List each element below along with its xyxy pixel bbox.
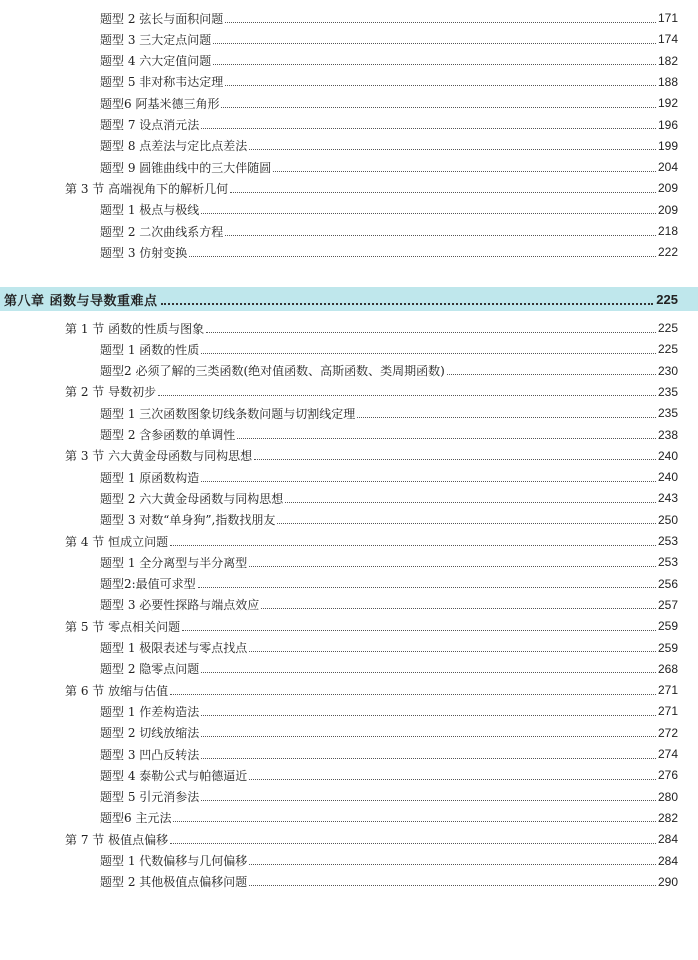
dot-leader [198, 587, 656, 588]
dot-leader [213, 43, 656, 44]
dot-leader [206, 332, 656, 333]
entry-page-number: 271 [657, 704, 678, 719]
entry-title: 题型6 主元法 [100, 811, 172, 826]
toc-subsection-entry[interactable] [100, 872, 678, 892]
toc-subsection-entry[interactable] [100, 787, 678, 807]
entry-page-number: 240 [657, 470, 678, 485]
entry-page-number: 199 [657, 138, 678, 153]
dot-leader [285, 502, 656, 503]
entry-title: 题型6 阿基米德三角形 [100, 96, 220, 111]
toc-subsection-entry[interactable] [100, 221, 678, 241]
entry-title: 题型 2 弦长与面积问题 [100, 11, 224, 26]
dot-leader [221, 107, 656, 108]
toc-subsection-entry[interactable] [100, 157, 678, 177]
dot-leader [201, 481, 656, 482]
entry-title: 题型 3 仿射变换 [100, 245, 188, 260]
toc-subsection-entry[interactable] [100, 808, 678, 828]
entry-title: 第 3 节 六大黄金母函数与同构思想 [65, 449, 253, 464]
dot-leader [273, 171, 656, 172]
entry-title: 题型 4 六大定值问题 [100, 54, 212, 69]
dot-leader [201, 213, 656, 214]
dot-leader [170, 545, 656, 546]
entry-page-number: 238 [657, 427, 678, 442]
toc-subsection-entry[interactable] [100, 136, 678, 156]
entry-title: 题型2:最值可求型 [100, 577, 196, 592]
toc-subsection-entry[interactable] [100, 361, 678, 381]
dot-leader [277, 523, 656, 524]
entry-page-number: 209 [657, 202, 678, 217]
toc-section-entry[interactable] [65, 318, 678, 338]
entry-title: 题型 2 二次曲线系方程 [100, 224, 224, 239]
entry-page-number: 272 [657, 725, 678, 740]
entry-page-number: 235 [657, 384, 678, 399]
entry-page-number: 218 [657, 224, 678, 238]
dot-leader [201, 353, 656, 354]
entry-page-number: 209 [657, 181, 678, 196]
entry-title: 题型 5 引元消参法 [100, 790, 200, 805]
entry-page-number: 235 [657, 406, 678, 421]
toc-subsection-entry[interactable] [100, 467, 678, 487]
entry-page-number: 284 [657, 832, 678, 847]
toc-section-entry[interactable] [65, 616, 678, 636]
toc-subsection-entry[interactable] [100, 574, 678, 594]
entry-title: 题型 7 设点消元法 [100, 118, 200, 132]
entry-title: 题型 1 极点与极线 [100, 203, 200, 218]
entry-title: 题型 9 圆锥曲线中的三大伴随圆 [100, 160, 272, 175]
toc-subsection-entry[interactable] [100, 403, 678, 423]
entry-page-number: 222 [657, 245, 678, 260]
chapter-title: 第八章 函数与导数重难点 [4, 293, 158, 309]
dot-leader [254, 459, 656, 460]
toc-subsection-entry[interactable] [100, 510, 678, 530]
dot-leader [447, 374, 656, 375]
dot-leader [261, 608, 656, 609]
dot-leader [237, 438, 656, 439]
entry-page-number: 257 [657, 597, 678, 612]
entry-page-number: 192 [657, 96, 678, 111]
entry-title: 题型 3 三大定点问题 [100, 32, 212, 47]
dot-leader [249, 149, 656, 150]
entry-page-number: 204 [657, 160, 678, 175]
entry-page-number: 171 [657, 11, 678, 25]
toc-section-entry[interactable] [65, 680, 678, 700]
entry-page-number: 225 [657, 321, 678, 335]
entry-title: 题型 8 点差法与定比点差法 [100, 139, 248, 154]
dot-leader [201, 758, 656, 759]
dot-leader [189, 256, 656, 257]
entry-title: 题型 4 泰勒公式与帕德逼近 [100, 768, 248, 783]
entry-title: 题型 2 切线放缩法 [100, 726, 200, 741]
entry-page-number: 256 [657, 576, 678, 591]
toc-subsection-entry[interactable] [100, 595, 678, 615]
chapter-page-number: 225 [656, 291, 678, 307]
entry-title: 题型 3 凹凸反转法 [100, 747, 200, 762]
entry-title: 题型 2 其他极值点偏移问题 [100, 875, 248, 890]
entry-title: 题型 2 六大黄金母函数与同构思想 [100, 491, 284, 506]
dot-leader [161, 303, 654, 305]
entry-title: 题型 1 作差构造法 [100, 704, 200, 719]
entry-page-number: 268 [657, 661, 678, 676]
entry-page-number: 282 [657, 810, 678, 825]
dot-leader [225, 85, 656, 86]
entry-title: 题型2 必须了解的三类函数(绝对值函数、高斯函数、类周期函数) [100, 364, 445, 379]
dot-leader [158, 395, 656, 396]
toc-subsection-entry[interactable] [100, 744, 678, 764]
dot-leader [170, 843, 656, 844]
dot-leader [225, 22, 656, 23]
entry-title: 第 7 节 极值点偏移 [65, 832, 169, 847]
entry-page-number: 174 [657, 32, 678, 47]
entry-page-number: 259 [657, 640, 678, 655]
entry-title: 题型 1 代数偏移与几何偏移 [100, 854, 248, 868]
toc-subsection-entry[interactable] [100, 29, 678, 49]
toc-subsection-entry[interactable] [100, 425, 678, 445]
entry-page-number: 271 [657, 683, 678, 698]
toc-subsection-entry[interactable] [100, 51, 678, 71]
toc-subsection-entry[interactable] [100, 638, 678, 658]
dot-leader [173, 821, 656, 822]
toc-subsection-entry[interactable] [100, 93, 678, 113]
entry-page-number: 188 [657, 74, 678, 89]
toc-subsection-entry[interactable] [100, 115, 678, 135]
chapter-heading[interactable] [0, 287, 698, 311]
entry-page-number: 240 [657, 448, 678, 463]
dot-leader [249, 864, 656, 865]
entry-title: 题型 2 含参函数的单调性 [100, 428, 236, 442]
toc-subsection-entry[interactable] [100, 765, 678, 785]
entry-page-number: 243 [657, 491, 678, 506]
toc-subsection-entry[interactable] [100, 552, 678, 572]
dot-leader [249, 566, 656, 567]
entry-page-number: 253 [657, 534, 678, 548]
entry-title: 第 4 节 恒成立问题 [65, 534, 169, 549]
entry-page-number: 230 [657, 363, 678, 378]
entry-title: 题型 1 三次函数图象切线条数问题与切割线定理 [100, 406, 356, 421]
toc-subsection-entry[interactable] [100, 723, 678, 743]
entry-page-number: 259 [657, 619, 678, 634]
toc-subsection-entry[interactable] [100, 701, 678, 721]
entry-title: 题型 5 非对称韦达定理 [100, 75, 224, 90]
toc-subsection-entry[interactable] [100, 659, 678, 679]
toc-subsection-entry[interactable] [100, 851, 678, 871]
dot-leader [201, 800, 656, 801]
toc-subsection-entry[interactable] [100, 339, 678, 359]
toc-section-entry[interactable] [65, 446, 678, 466]
toc-section-entry[interactable] [65, 382, 678, 402]
entry-page-number: 290 [657, 874, 678, 889]
dot-leader [357, 417, 656, 418]
toc-subsection-entry[interactable] [100, 488, 678, 508]
entry-page-number: 276 [657, 768, 678, 783]
entry-title: 第 5 节 零点相关问题 [65, 619, 181, 634]
entry-title: 第 1 节 函数的性质与图象 [65, 321, 205, 336]
dot-leader [182, 630, 656, 631]
entry-page-number: 253 [657, 555, 678, 570]
entry-page-number: 250 [657, 512, 678, 527]
entry-title: 题型 3 必要性探路与端点效应 [100, 598, 260, 613]
toc-section-entry[interactable] [65, 178, 678, 198]
entry-title: 题型 1 函数的性质 [100, 342, 200, 357]
toc-subsection-entry[interactable] [100, 72, 678, 92]
dot-leader [249, 779, 656, 780]
toc-subsection-entry[interactable] [100, 200, 678, 220]
entry-title: 第 3 节 高端视角下的解析几何 [65, 181, 229, 196]
dot-leader [230, 192, 656, 193]
toc-section-entry[interactable] [65, 531, 678, 551]
dot-leader [201, 672, 656, 673]
entry-title: 题型 1 原函数构造 [100, 470, 200, 485]
dot-leader [201, 715, 656, 716]
toc-subsection-entry[interactable] [100, 8, 678, 28]
toc-subsection-entry[interactable] [100, 242, 678, 262]
entry-title: 题型 1 极限表述与零点找点 [100, 641, 248, 655]
dot-leader [249, 651, 656, 652]
entry-title: 题型 3 对数“单身狗”,指数找朋友 [100, 513, 276, 528]
entry-title: 题型 1 全分离型与半分离型 [100, 555, 248, 570]
dot-leader [170, 694, 656, 695]
entry-page-number: 280 [657, 789, 678, 804]
entry-page-number: 182 [657, 53, 678, 68]
entry-page-number: 196 [657, 117, 678, 132]
entry-title: 题型 2 隐零点问题 [100, 662, 200, 677]
dot-leader [225, 235, 656, 236]
dot-leader [201, 128, 656, 129]
dot-leader [213, 64, 656, 65]
dot-leader [249, 885, 656, 886]
entry-page-number: 225 [657, 342, 678, 357]
dot-leader [201, 736, 656, 737]
entry-title: 第 2 节 导数初步 [65, 385, 157, 400]
entry-title: 第 6 节 放缩与估值 [65, 683, 169, 698]
toc-section-entry[interactable] [65, 829, 678, 849]
entry-page-number: 284 [657, 853, 678, 868]
entry-page-number: 274 [657, 747, 678, 761]
